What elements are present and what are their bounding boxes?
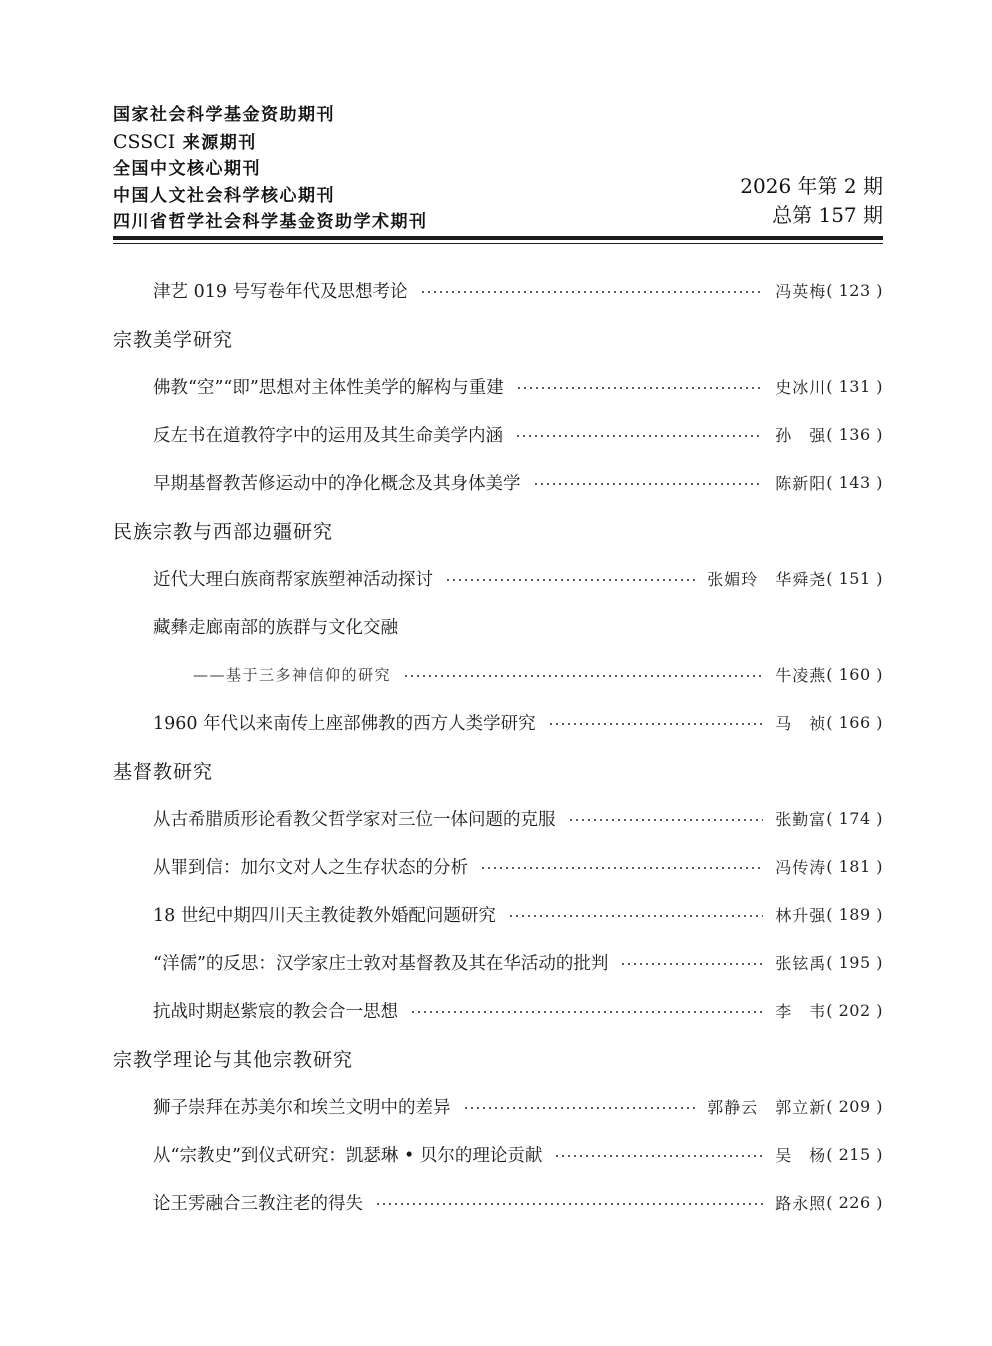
article-title: 从“宗教史”到仪式研究：凯瑟琳 • 贝尔的理论贡献 xyxy=(153,1145,543,1166)
page-number: ( 189 ) xyxy=(826,904,883,924)
issue-number xyxy=(740,172,883,230)
article-title: 狮子崇拜在苏美尔和埃兰文明中的差异 xyxy=(153,1097,451,1118)
article-title: 早期基督教苦修运动中的净化概念及其身体美学 xyxy=(153,473,521,494)
toc-entry[interactable] xyxy=(113,938,883,986)
toc-entry[interactable] xyxy=(113,698,883,746)
article-author: 冯英梅 xyxy=(775,281,827,301)
toc-entry[interactable] xyxy=(113,554,883,602)
dot-leader xyxy=(480,867,763,869)
page-number: ( 226 ) xyxy=(826,1192,883,1212)
dot-leader xyxy=(533,483,764,485)
article-author: 郭静云 郭立新 xyxy=(707,1097,827,1117)
dot-leader xyxy=(620,963,763,965)
article-title: 从罪到信：加尔文对人之生存状态的分析 xyxy=(153,857,468,878)
page-number: ( 202 ) xyxy=(826,1000,883,1020)
article-title: 藏彝走廊南部的族群与文化交融 xyxy=(153,617,398,638)
journal-credentials xyxy=(113,102,428,236)
page-number: ( 160 ) xyxy=(826,664,883,684)
dot-leader xyxy=(463,1107,696,1109)
page-number: ( 151 ) xyxy=(826,568,883,588)
article-title: 18 世纪中期四川天主教徒教外婚配问题研究 xyxy=(153,905,496,926)
article-title: 1960 年代以来南传上座部佛教的西方人类学研究 xyxy=(153,713,536,734)
article-title: 近代大理白族商帮家族塑神活动探讨 xyxy=(153,569,433,590)
article-title: 从古希腊质形论看教父哲学家对三位一体问题的克服 xyxy=(153,809,556,830)
dot-leader xyxy=(516,387,763,389)
toc-entry[interactable] xyxy=(113,986,883,1034)
credential-line: 全国中文核心期刊 xyxy=(113,159,261,179)
page-number: ( 174 ) xyxy=(826,808,883,828)
section-heading: 宗教美学研究 xyxy=(113,328,234,351)
article-title: 佛教“空”“即”思想对主体性美学的解构与重建 xyxy=(153,377,504,398)
dot-leader xyxy=(515,435,763,437)
toc-entry[interactable] xyxy=(113,1130,883,1178)
dot-leader xyxy=(568,819,764,821)
article-author: 陈新阳 xyxy=(775,473,827,493)
toc-entry[interactable] xyxy=(113,842,883,890)
table-of-contents xyxy=(113,266,883,1226)
article-author: 吴 杨 xyxy=(775,1145,827,1165)
toc-entry[interactable] xyxy=(113,410,883,458)
article-title: ——基于三多神信仰的研究 xyxy=(193,665,392,684)
issue-total-number: 总第 157 期 xyxy=(772,203,883,227)
page-number: ( 195 ) xyxy=(826,952,883,972)
article-title: 抗战时期赵紫宸的教会合一思想 xyxy=(153,1001,398,1022)
article-author: 史冰川 xyxy=(775,377,827,397)
dot-leader xyxy=(548,723,764,725)
section-heading: 宗教学理论与其他宗教研究 xyxy=(113,1048,354,1071)
article-title: “洋儒”的反思：汉学家庄士敦对基督教及其在华活动的批判 xyxy=(153,953,609,974)
page-number: ( 181 ) xyxy=(826,856,883,876)
section-heading: 基督教研究 xyxy=(113,760,214,783)
credential-line: 四川省哲学社会科学基金资助学术期刊 xyxy=(113,212,428,232)
dot-leader xyxy=(554,1155,763,1157)
toc-entry[interactable] xyxy=(113,266,883,314)
page-number: ( 143 ) xyxy=(826,472,883,492)
article-title: 津艺 019 号写卷年代及思想考论 xyxy=(153,281,408,302)
page-number: ( 123 ) xyxy=(826,280,883,300)
article-author: 牛凌燕 xyxy=(775,665,827,685)
page-number: ( 209 ) xyxy=(826,1096,883,1116)
article-author: 马 祯 xyxy=(775,713,827,733)
credential-line: 国家社会科学基金资助期刊 xyxy=(113,105,335,125)
article-author: 路永照 xyxy=(775,1193,827,1213)
toc-entry[interactable] xyxy=(113,890,883,938)
article-author: 张铉禹 xyxy=(775,953,827,973)
dot-leader xyxy=(403,675,763,677)
journal-header xyxy=(113,100,883,240)
dot-leader xyxy=(445,579,695,581)
page-number: ( 166 ) xyxy=(826,712,883,732)
toc-entry[interactable] xyxy=(113,602,883,650)
page-number: ( 215 ) xyxy=(826,1144,883,1164)
dot-leader xyxy=(420,291,764,293)
toc-entry[interactable] xyxy=(113,458,883,506)
article-author: 林升强 xyxy=(775,905,827,925)
toc-entry[interactable] xyxy=(113,1082,883,1130)
article-title: 反左书在道教符字中的运用及其生命美学内涵 xyxy=(153,425,503,446)
section-heading: 民族宗教与西部边疆研究 xyxy=(113,520,334,543)
article-title: 论王雱融合三教注老的得失 xyxy=(153,1193,363,1214)
credential-line: 中国人文社会科学核心期刊 xyxy=(113,185,335,206)
dot-leader xyxy=(410,1011,763,1013)
article-author: 张媚玲 华舜尧 xyxy=(707,569,827,589)
toc-entry[interactable] xyxy=(113,1178,883,1226)
credential-line: CSSCI 来源期刊 xyxy=(113,130,257,153)
article-author: 冯传涛 xyxy=(775,857,827,877)
toc-entry[interactable] xyxy=(113,794,883,842)
article-author: 李 韦 xyxy=(775,1001,827,1021)
header-rule-thick xyxy=(113,236,883,240)
toc-entry-subtitle[interactable] xyxy=(113,650,883,698)
page-number: ( 136 ) xyxy=(826,424,883,444)
article-author: 孙 强 xyxy=(775,425,827,445)
toc-entry[interactable] xyxy=(113,362,883,410)
dot-leader xyxy=(375,1203,763,1205)
header-rule-thin xyxy=(113,243,883,244)
issue-year-number: 2026 年第 2 期 xyxy=(740,174,883,198)
article-author: 张勤富 xyxy=(775,809,827,829)
page-number: ( 131 ) xyxy=(826,376,883,396)
dot-leader xyxy=(508,915,763,917)
